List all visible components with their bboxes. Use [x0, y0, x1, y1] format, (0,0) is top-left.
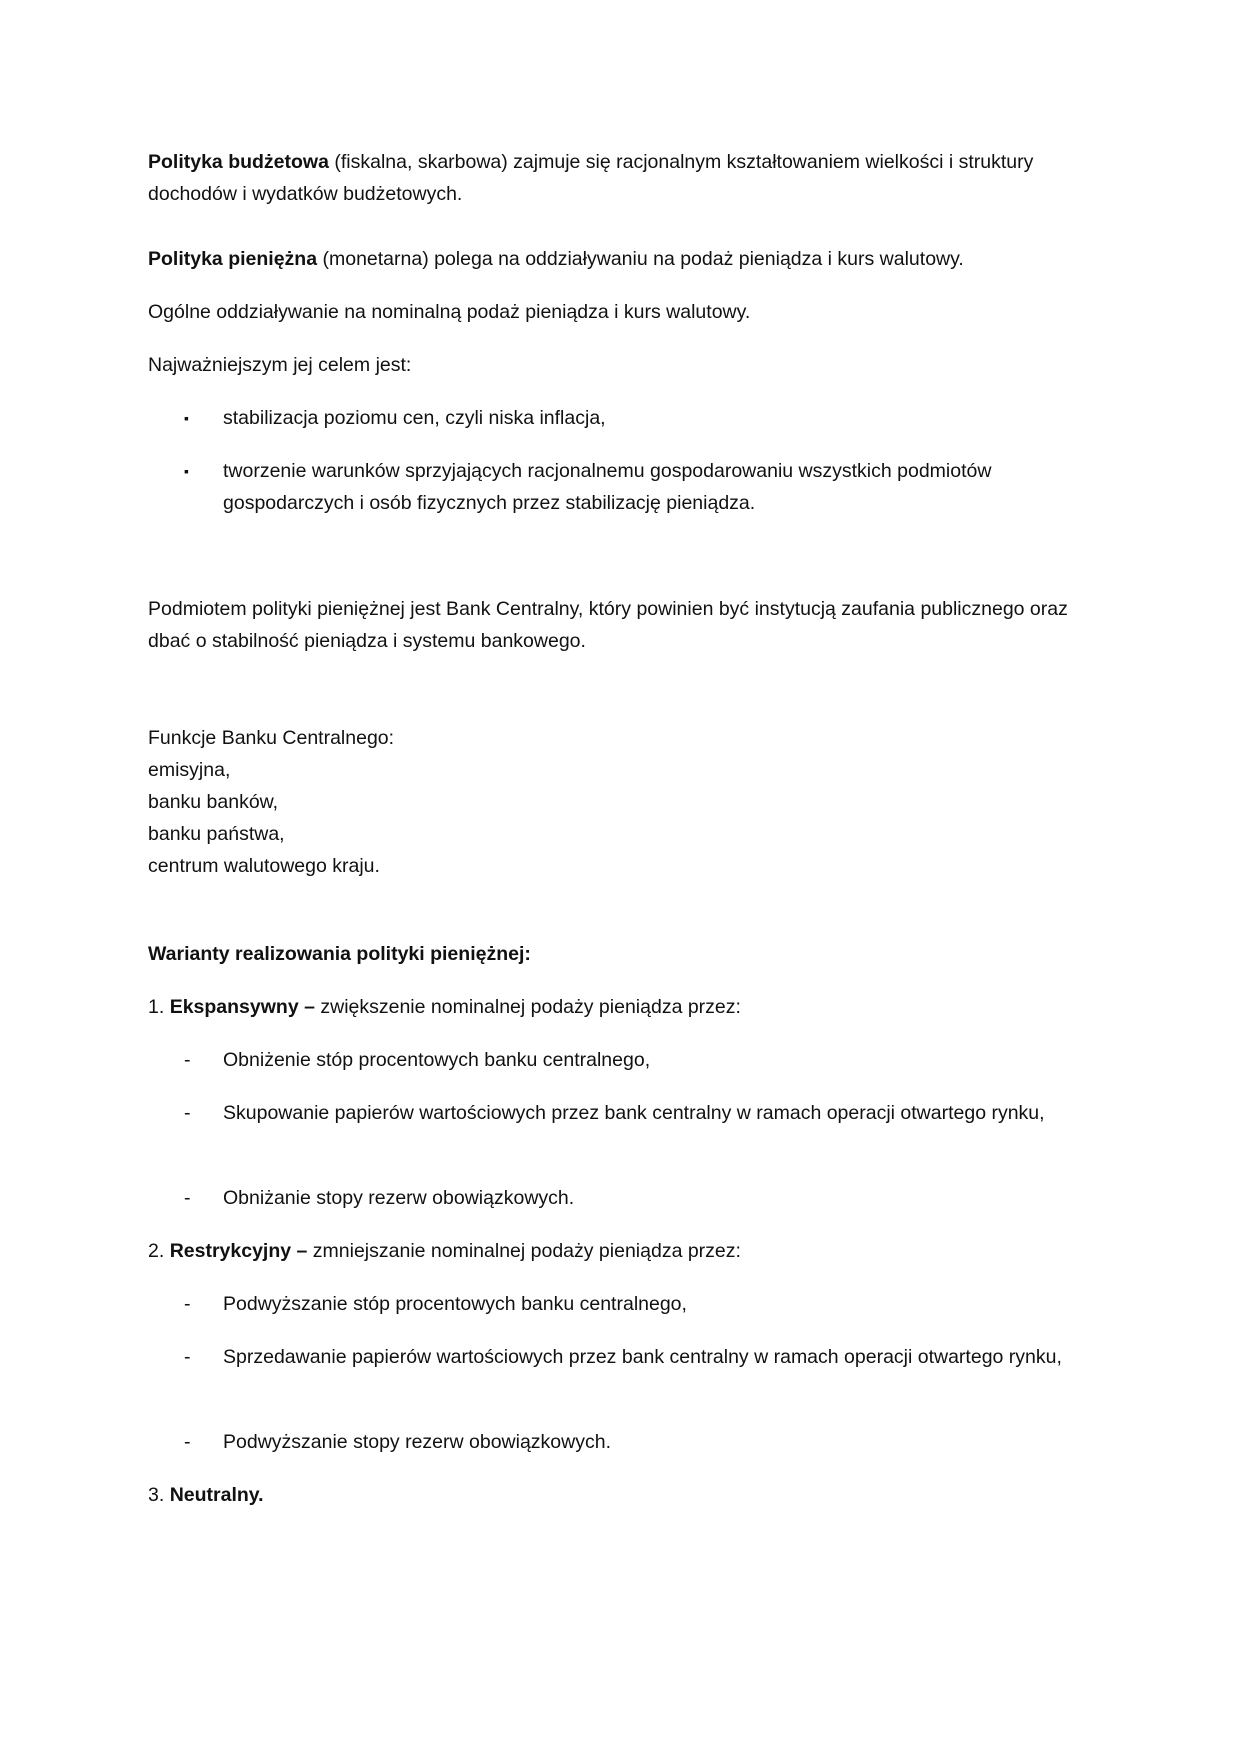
- function-item: banku państwa,: [148, 823, 285, 845]
- goal-text: tworzenie warunków sprzyjających racjonalnemu gospodarowaniu wszystkich podmiotów gospodarczych i osób fizycznych przez stabilizację pieniądza.: [223, 460, 992, 514]
- paragraph-goal-intro: Najważniejszym jej celem jest:: [148, 354, 412, 376]
- square-bullet-icon: ▪: [184, 410, 189, 426]
- goal-text: stabilizacja poziomu cen, czyli niska inflacja,: [223, 407, 606, 429]
- variant-3-number: 3.: [148, 1484, 170, 1506]
- variant-1-description: zwiększenie nominalnej podaży pieniądza przez:: [314, 996, 741, 1018]
- variant-1-item-text: Obniżanie stopy rezerw obowiązkowych.: [223, 1187, 575, 1209]
- central-bank-functions: [148, 722, 1078, 882]
- dash-bullet: -: [184, 1102, 191, 1124]
- square-bullet-icon: ▪: [184, 463, 189, 479]
- variant-2-item-text: Sprzedawanie papierów wartościowych przez bank centralny w ramach operacji otwartego rynku,: [223, 1346, 1062, 1368]
- variant-1-item-text: Obniżenie stóp procentowych banku centralnego,: [223, 1049, 651, 1071]
- variant-1-number: 1.: [148, 996, 170, 1018]
- variant-3-name: Neutralny.: [169, 1484, 264, 1506]
- paragraph-monetary-policy: [148, 243, 1078, 275]
- term-fiscal-policy: Polityka budżetowa: [148, 151, 329, 173]
- variant-2-heading: [148, 1235, 1078, 1267]
- function-item: centrum walutowego kraju.: [148, 855, 380, 877]
- fiscal-policy-definition: (fiskalna, skarbowa) zajmuje się racjonalnym kształtowaniem wielkości i struktury dochodów i wydatków budżetowych.: [148, 151, 1034, 205]
- variant-1-name: Ekspansywny –: [169, 996, 315, 1018]
- dash-bullet: -: [184, 1346, 191, 1368]
- function-item: emisyjna,: [148, 759, 231, 781]
- dash-bullet: -: [184, 1187, 191, 1209]
- monetary-policy-definition: (monetarna) polega na oddziaływaniu na podaż pieniądza i kurs walutowy.: [317, 248, 964, 270]
- paragraph-central-bank-subject: Podmiotem polityki pieniężnej jest Bank Centralny, który powinien być instytucją zaufania publicznego oraz dbać o stabilność pieniądza i systemu bankowego.: [148, 598, 1068, 652]
- function-item: banku banków,: [148, 791, 279, 813]
- variants-heading: Warianty realizowania polityki pieniężnej:: [148, 943, 531, 965]
- variant-2-description: zmniejszanie nominalnej podaży pieniądza przez:: [307, 1240, 741, 1262]
- variant-2-item-text: Podwyższanie stóp procentowych banku centralnego,: [223, 1293, 687, 1315]
- paragraph-general: Ogólne oddziaływanie na nominalną podaż pieniądza i kurs walutowy.: [148, 301, 751, 323]
- variant-1-heading: [148, 991, 1078, 1023]
- variant-2-name: Restrykcyjny –: [169, 1240, 308, 1262]
- term-monetary-policy: Polityka pieniężna: [148, 248, 318, 270]
- functions-title: Funkcje Banku Centralnego:: [148, 727, 395, 749]
- dash-bullet: -: [184, 1049, 191, 1071]
- variant-2-item-text: Podwyższanie stopy rezerw obowiązkowych.: [223, 1431, 612, 1453]
- variant-2-number: 2.: [148, 1240, 170, 1262]
- dash-bullet: -: [184, 1293, 191, 1315]
- variant-3-heading: [148, 1479, 1078, 1511]
- paragraph-fiscal-policy: [148, 146, 1078, 210]
- dash-bullet: -: [184, 1431, 191, 1453]
- variant-1-item-text: Skupowanie papierów wartościowych przez bank centralny w ramach operacji otwartego rynku,: [223, 1102, 1045, 1124]
